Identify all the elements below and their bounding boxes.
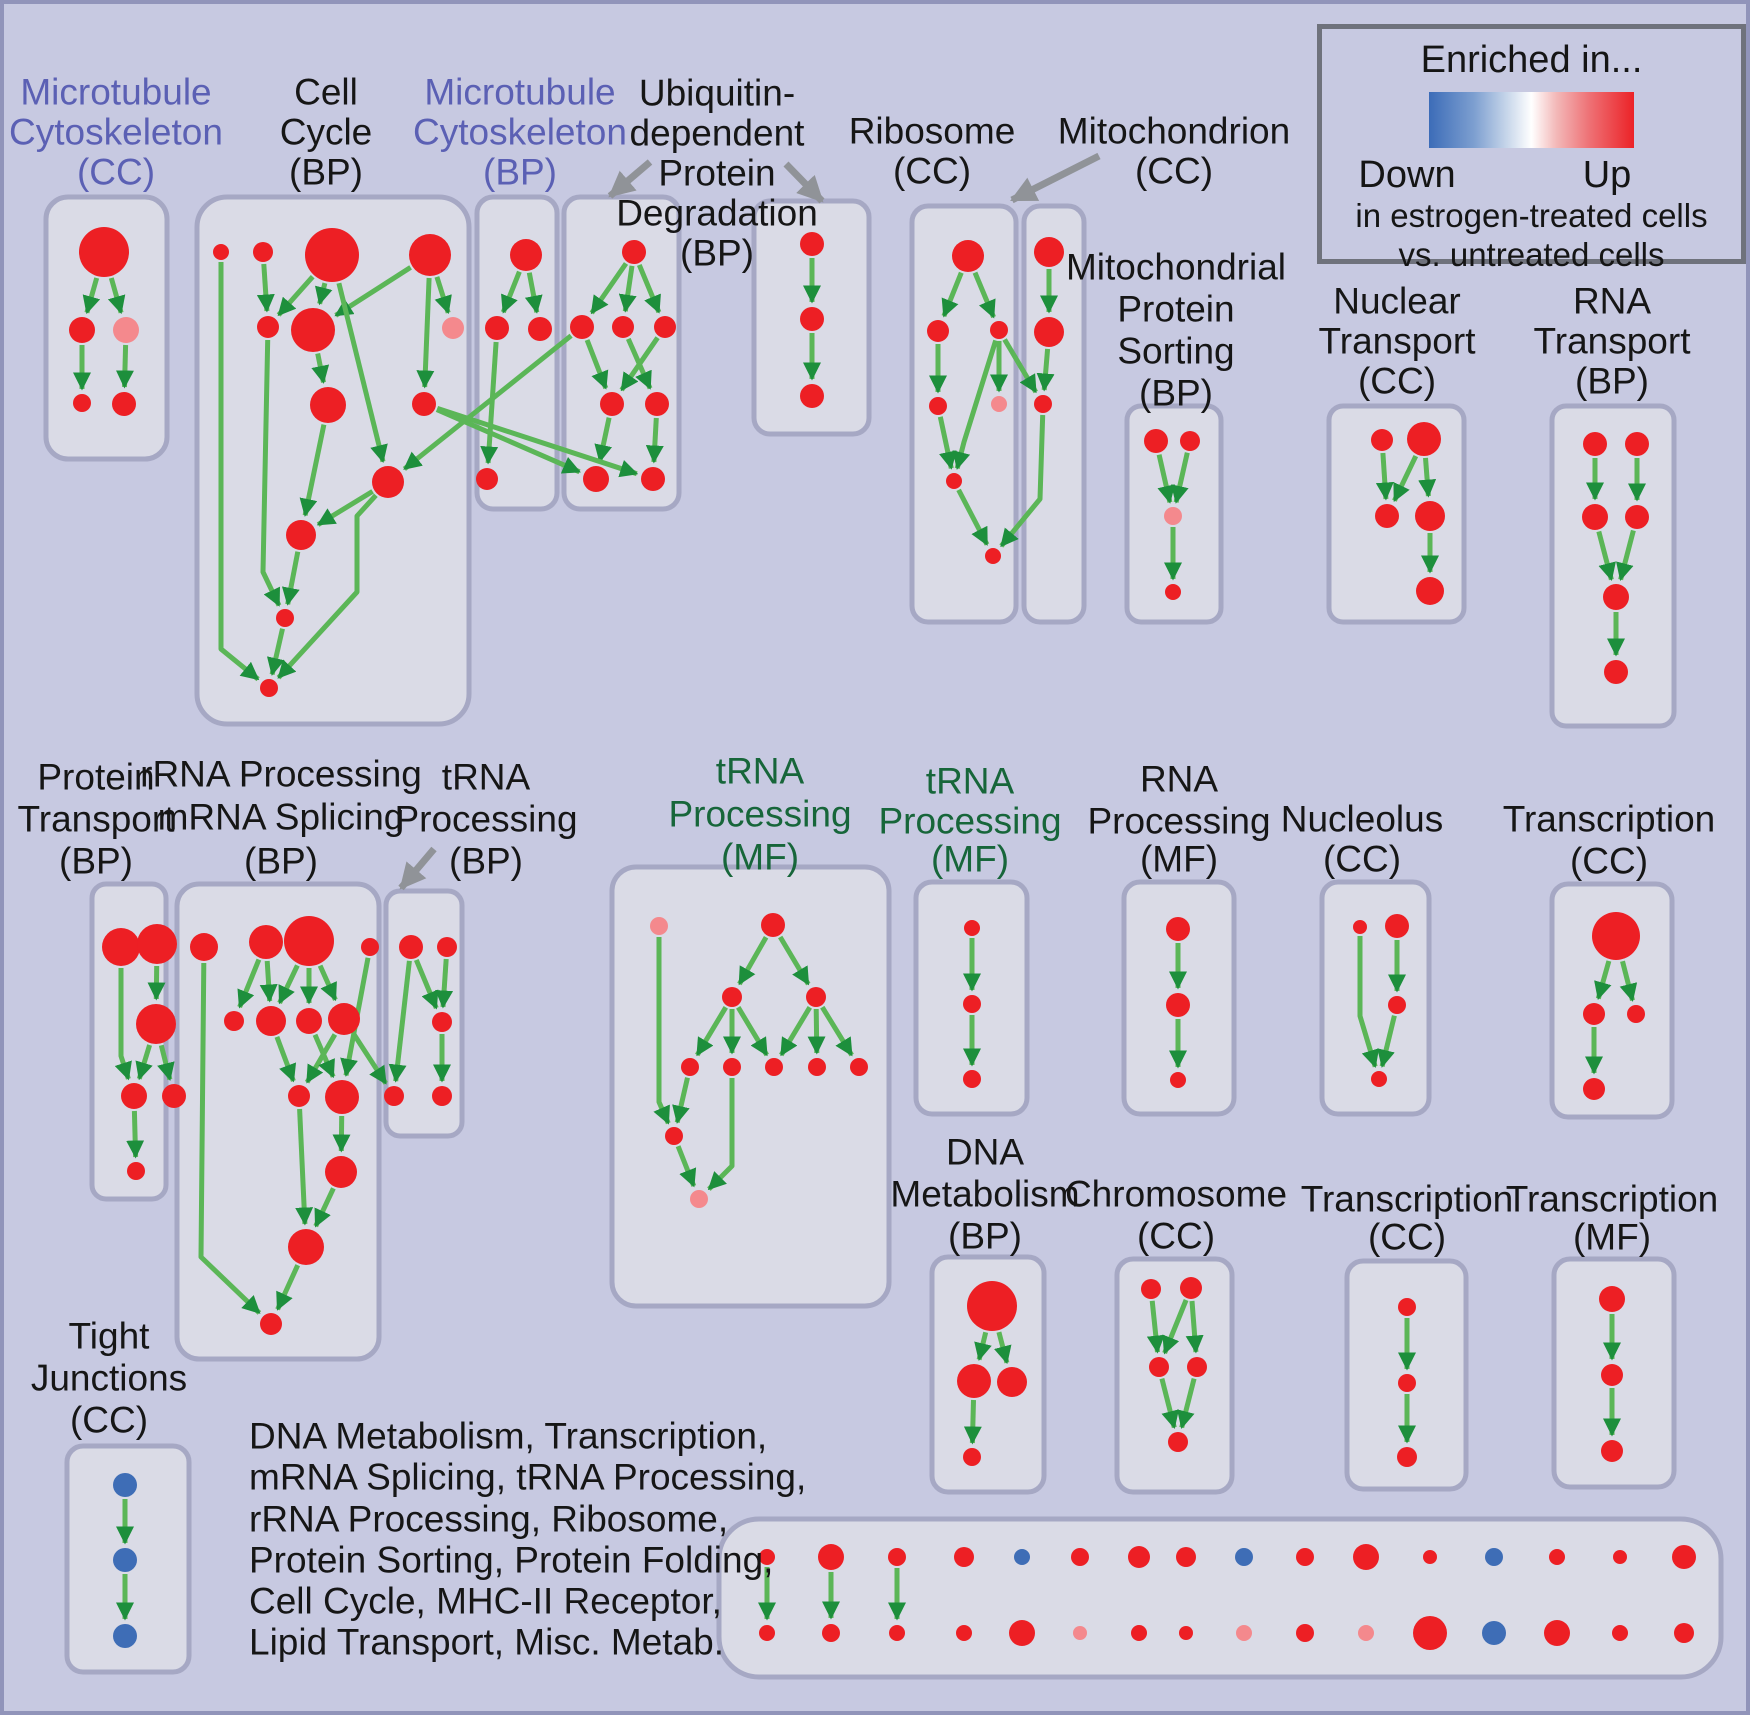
graph-node-chr-ml — [1149, 1357, 1169, 1377]
cluster-label-nt: Transport — [1318, 320, 1476, 362]
cluster-label-nt: Nuclear — [1333, 280, 1461, 322]
graph-node-mt_cc-e — [112, 392, 136, 416]
cluster-label-tmf2: tRNA — [925, 760, 1015, 802]
cluster-label-dnam: DNA — [945, 1131, 1025, 1173]
graph-node-cc-n8 — [310, 387, 346, 423]
graph-node-ub1-e — [600, 392, 624, 416]
cluster-label-rpmf: (MF) — [1139, 838, 1219, 880]
graph-node-cc-n7 — [442, 317, 464, 339]
graph-node-mt_bp-t — [510, 239, 542, 271]
cluster-label-rrna: mRNA Splicing — [157, 796, 405, 838]
strip-node — [889, 1625, 905, 1641]
graph-node-tmf2-a — [964, 920, 980, 936]
graph-node-ub2-b — [800, 307, 824, 331]
cluster-label-tmf2: Processing — [878, 800, 1062, 842]
strip-node — [1672, 1545, 1696, 1569]
strip-node — [1482, 1621, 1506, 1645]
strip-node — [888, 1548, 906, 1566]
legend-box — [1317, 24, 1746, 273]
cluster-label-tmf3: (MF) — [1572, 1216, 1652, 1258]
cluster-label-dnam: (BP) — [948, 1215, 1022, 1257]
graph-node-tmf2-c — [963, 1070, 981, 1088]
strip-node — [1176, 1547, 1196, 1567]
cluster-label-tj: Tight — [68, 1315, 150, 1357]
graph-node-rib-mr — [990, 321, 1008, 339]
graph-node-tmf1-m — [665, 1127, 683, 1145]
misc-groups-text: DNA Metabolism, Transcription, — [249, 1415, 768, 1457]
graph-edge — [443, 959, 446, 1007]
graph-node-rib-ml — [927, 320, 949, 342]
graph-node-nt-mr — [1415, 501, 1445, 531]
strip-node — [1674, 1623, 1694, 1643]
strip-node — [1549, 1549, 1565, 1565]
cluster-label-mps: Mitochondrial — [1065, 246, 1287, 288]
graph-node-rrna-l1 — [288, 1085, 310, 1107]
cluster-label-tmf1: Processing — [668, 793, 852, 835]
graph-node-dnam-ml — [957, 1364, 991, 1398]
graph-node-nt-b — [1416, 577, 1444, 605]
graph-node-tmf1-mr — [806, 987, 826, 1007]
graph-node-dnam-mr — [997, 1367, 1027, 1397]
graph-node-rrna-m1 — [224, 1011, 244, 1031]
misc-groups-text: mRNA Splicing, tRNA Processing, — [249, 1456, 807, 1498]
graph-edge — [267, 961, 270, 1001]
cluster-label-ub_label: dependent — [629, 112, 805, 154]
cluster-label-mps: Protein — [1117, 288, 1235, 330]
cluster-label-dnam: Metabolism — [890, 1173, 1080, 1215]
graph-node-rt-tl — [1583, 432, 1607, 456]
graph-node-mps-a — [1144, 429, 1168, 453]
graph-node-tj-b — [113, 1548, 137, 1572]
graph-node-tmf1-pk1 — [650, 917, 668, 935]
graph-node-rib-pk — [991, 396, 1007, 412]
misc-groups-text: Protein Sorting, Protein Folding, — [249, 1539, 774, 1581]
strip-node — [1131, 1625, 1147, 1641]
graph-node-rrna-m2 — [256, 1006, 286, 1036]
graph-node-tbp-c — [432, 1012, 452, 1032]
graph-node-nuc-b — [1371, 1071, 1387, 1087]
cluster-label-chr: Chromosome — [1064, 1173, 1288, 1215]
strip-node — [1413, 1616, 1447, 1650]
cluster-label-mps: Sorting — [1117, 330, 1235, 372]
misc-groups-text: Lipid Transport, Misc. Metab. — [249, 1621, 725, 1663]
graph-node-rib-m2 — [946, 473, 962, 489]
graph-node-ub1-c — [612, 316, 634, 338]
graph-node-dnam-t — [967, 1281, 1017, 1331]
graph-node-cc-n1 — [213, 244, 229, 260]
legend-subtitle-2: vs. untreated cells — [1398, 236, 1665, 273]
cluster-label-cc: (BP) — [289, 151, 363, 193]
graph-node-tmf1-l1 — [681, 1058, 699, 1076]
graph-node-nuc-big — [1385, 914, 1409, 938]
strip-node — [1485, 1548, 1503, 1566]
cluster-label-tbp: (BP) — [449, 840, 523, 882]
graph-node-tmf3-b — [1601, 1364, 1623, 1386]
graph-node-tbp-d — [384, 1086, 404, 1106]
legend-down-label: Down — [1358, 154, 1456, 196]
graph-node-tj-a — [113, 1473, 137, 1497]
cluster-label-rt: (BP) — [1575, 360, 1649, 402]
strip-node — [1296, 1624, 1314, 1642]
cluster-label-ub_label: Degradation — [616, 192, 818, 234]
graph-edge — [125, 345, 126, 387]
graph-node-tcc1-mr — [1627, 1005, 1645, 1023]
cluster-box-chr — [1117, 1259, 1232, 1492]
cluster-label-chr: (CC) — [1136, 1215, 1216, 1257]
graph-node-rt-m — [1603, 584, 1629, 610]
graph-node-rrna-m4 — [328, 1003, 360, 1035]
graph-node-tbp-e — [432, 1086, 452, 1106]
cluster-label-nt: (CC) — [1357, 360, 1437, 402]
graph-node-rrna-s4 — [361, 938, 379, 956]
graph-node-ub2-a — [800, 232, 824, 256]
graph-node-cc-n3 — [305, 228, 359, 282]
graph-node-ub1-f — [645, 392, 669, 416]
cluster-label-rrna: rRNA Processing — [140, 753, 422, 795]
legend-up-label: Up — [1582, 154, 1632, 196]
cluster-label-tmf3: Transcription — [1505, 1178, 1719, 1220]
graph-edge — [1383, 453, 1386, 499]
graph-node-nt-ml — [1375, 504, 1399, 528]
graph-node-pt-d — [121, 1083, 147, 1109]
graph-edge — [972, 1400, 973, 1443]
strip-node — [1009, 1620, 1035, 1646]
strip-node — [1613, 1550, 1627, 1564]
strip-node — [1353, 1544, 1379, 1570]
graph-node-nuc-mid — [1388, 996, 1406, 1014]
graph-node-tmf3-a — [1599, 1286, 1625, 1312]
cluster-label-mt_bp: (BP) — [483, 151, 557, 193]
graph-node-mt_cc-b — [69, 317, 95, 343]
cluster-label-mt_cc: Microtubule — [20, 71, 212, 113]
cluster-label-mt_cc: (CC) — [76, 151, 156, 193]
graph-node-cc-n9 — [412, 392, 436, 416]
graph-node-pt-f — [127, 1162, 145, 1180]
cluster-label-tcc1: Transcription — [1502, 798, 1716, 840]
graph-node-rrna-s2 — [249, 925, 283, 959]
graph-node-mt_cc-c — [113, 317, 139, 343]
strip-node — [1544, 1620, 1570, 1646]
graph-node-rt-tr — [1625, 432, 1649, 456]
graph-node-mito-m — [1034, 317, 1064, 347]
graph-node-rrna-m3 — [296, 1008, 322, 1034]
cluster-label-rib: Ribosome — [848, 110, 1016, 152]
graph-node-cc-n4 — [409, 234, 451, 276]
graph-node-rrna-b — [260, 1313, 282, 1335]
graph-node-rib-t — [952, 240, 984, 272]
misc-groups-text: rRNA Processing, Ribosome, — [249, 1498, 729, 1540]
graph-node-nt-tl — [1371, 429, 1393, 451]
graph-node-tmf1-pkb — [690, 1190, 708, 1208]
graph-node-tmf1-l4 — [808, 1058, 826, 1076]
graph-node-pt-e — [162, 1084, 186, 1108]
strip-node — [1296, 1548, 1314, 1566]
misc-groups-text: Cell Cycle, MHC-II Receptor, — [249, 1580, 722, 1622]
strip-node — [759, 1625, 775, 1641]
graph-node-rpmf-a — [1166, 917, 1190, 941]
strip-node — [1612, 1625, 1628, 1641]
cluster-label-rt: RNA — [1572, 280, 1652, 322]
cluster-label-rrna: (BP) — [244, 840, 318, 882]
cluster-label-cc: Cycle — [279, 111, 373, 153]
strip-node — [1358, 1625, 1374, 1641]
ubiquitin-left-arrow — [610, 162, 650, 196]
cluster-label-tj: (CC) — [69, 1399, 149, 1441]
cluster-label-pt: Protein — [37, 756, 155, 798]
cluster-label-tmf1: tRNA — [715, 750, 805, 792]
legend-subtitle-1: in estrogen-treated cells — [1355, 197, 1708, 234]
strip-node — [1128, 1546, 1150, 1568]
cluster-label-mito: (CC) — [1134, 150, 1214, 192]
graph-node-tj-c — [113, 1624, 137, 1648]
cluster-label-mt_bp: Microtubule — [424, 71, 616, 113]
graph-node-mito-t — [1034, 237, 1064, 267]
strip-node — [956, 1625, 972, 1641]
graph-node-chr-tl — [1141, 1279, 1161, 1299]
strip-node — [1235, 1548, 1253, 1566]
graph-edge — [1044, 349, 1047, 390]
cluster-label-mito: Mitochondrion — [1057, 110, 1291, 152]
graph-node-tmf1-l5 — [850, 1058, 868, 1076]
graph-node-rpmf-c — [1170, 1072, 1186, 1088]
graph-node-cc-n11 — [286, 520, 316, 550]
mitochondrion-arrow — [1012, 156, 1099, 200]
cluster-label-ub_label: Protein — [658, 152, 776, 194]
cluster-label-rpmf: RNA — [1139, 758, 1219, 800]
strip-node — [954, 1547, 974, 1567]
graph-node-ub1-a — [622, 240, 646, 264]
graph-node-nuc-sl — [1353, 920, 1367, 934]
cluster-label-tbp: tRNA — [441, 756, 531, 798]
graph-node-rrna-l2 — [325, 1080, 359, 1114]
graph-node-dnam-b — [963, 1448, 981, 1466]
cluster-label-ub_label: Ubiquitin- — [638, 72, 796, 114]
graph-node-mps-c — [1165, 584, 1181, 600]
graph-node-mps-b — [1180, 431, 1200, 451]
cluster-label-tcc1: (CC) — [1569, 840, 1649, 882]
graph-node-tmf1-t — [761, 913, 785, 937]
cluster-label-rt: Transport — [1533, 320, 1691, 362]
graph-node-mps-pk — [1164, 507, 1182, 525]
graph-node-tmf1-l2 — [723, 1058, 741, 1076]
cluster-label-tcc2: (CC) — [1367, 1216, 1447, 1258]
graph-node-rt-b — [1604, 660, 1628, 684]
graph-node-pt-a — [102, 928, 140, 966]
graph-node-rib-ll — [929, 397, 947, 415]
cluster-label-tbp: Processing — [394, 798, 578, 840]
graph-node-mt_bp-mr — [528, 317, 552, 341]
graph-node-cc-n2 — [253, 242, 273, 262]
legend-gradient-bar — [1429, 92, 1634, 148]
graph-edge — [134, 1111, 135, 1157]
graph-node-tmf1-ml — [722, 987, 742, 1007]
graph-node-tcc1-ml — [1583, 1003, 1605, 1025]
graph-edge — [654, 418, 656, 462]
graph-node-ub2-c — [800, 384, 824, 408]
graph-node-tbp-a — [399, 935, 423, 959]
graph-node-mito-low — [1034, 395, 1052, 413]
graph-node-tcc2-a — [1398, 1298, 1416, 1316]
graph-node-ub1-g — [583, 466, 609, 492]
graph-node-ub1-b — [570, 315, 594, 339]
graph-node-chr-mr — [1187, 1357, 1207, 1377]
graph-node-mt_bp-ml — [485, 316, 509, 340]
cluster-label-mps: (BP) — [1139, 372, 1213, 414]
cluster-label-tmf1: (MF) — [720, 836, 800, 878]
graph-node-tmf2-b — [963, 995, 981, 1013]
cluster-label-cc: Cell — [294, 71, 358, 113]
cluster-label-tj: Junctions — [30, 1357, 188, 1399]
cluster-label-tmf2: (MF) — [930, 838, 1010, 880]
cluster-label-ub_label: (BP) — [680, 232, 754, 274]
graph-node-rrna-p — [288, 1229, 324, 1265]
graph-node-chr-tr — [1180, 1277, 1202, 1299]
graph-edge — [264, 264, 267, 311]
cluster-label-pt: Transport — [17, 798, 175, 840]
strip-node — [1236, 1625, 1252, 1641]
graph-node-tcc1-t — [1592, 912, 1640, 960]
graph-node-tmf1-l3 — [765, 1058, 783, 1076]
cluster-label-rib: (CC) — [892, 150, 972, 192]
graph-edge — [816, 1009, 817, 1053]
graph-node-cc-n10 — [372, 466, 404, 498]
graph-node-mt_bp-b — [476, 468, 498, 490]
graph-node-nt-tr — [1407, 422, 1441, 456]
strip-node — [1423, 1550, 1437, 1564]
cluster-label-rpmf: Processing — [1087, 800, 1271, 842]
graph-node-pt-b — [137, 924, 177, 964]
strip-node — [1014, 1549, 1030, 1565]
graph-node-cc-n13 — [260, 679, 278, 697]
cluster-label-mt_bp: Cytoskeleton — [413, 111, 627, 153]
legend-title: Enriched in... — [1420, 39, 1643, 81]
graph-node-cc-n12 — [276, 609, 294, 627]
cluster-label-nuc: Nucleolus — [1280, 798, 1444, 840]
strip-node — [1071, 1548, 1089, 1566]
cluster-label-pt: (BP) — [59, 840, 133, 882]
strip-node — [818, 1544, 844, 1570]
graph-node-rib-b — [985, 548, 1001, 564]
graph-node-cc-n5 — [257, 316, 279, 338]
graph-node-mt_cc-d — [73, 394, 91, 412]
graph-node-cc-n6 — [291, 308, 335, 352]
trna-bp-arrow — [401, 849, 434, 888]
graph-node-rrna-s1 — [190, 933, 218, 961]
graph-node-pt-c — [136, 1004, 176, 1044]
cluster-label-nuc: (CC) — [1322, 838, 1402, 880]
graph-node-tcc2-c — [1397, 1447, 1417, 1467]
graph-node-rrna-s3 — [284, 916, 334, 966]
cluster-label-tcc2: Transcription — [1300, 1178, 1514, 1220]
graph-node-rrna-q — [325, 1156, 357, 1188]
graph-node-tmf3-c — [1601, 1440, 1623, 1462]
graph-node-ub1-d — [654, 316, 676, 338]
graph-node-tbp-b — [437, 937, 457, 957]
graph-node-tcc2-b — [1398, 1374, 1416, 1392]
strip-node — [822, 1624, 840, 1642]
graph-node-rt-mr — [1625, 505, 1649, 529]
graph-node-tcc1-b — [1583, 1078, 1605, 1100]
graph-node-rpmf-b — [1166, 993, 1190, 1017]
strip-node — [1179, 1626, 1193, 1640]
graph-node-mt_cc-a — [79, 227, 129, 277]
cluster-box-ub1 — [564, 197, 679, 509]
bottom-strip-box — [719, 1519, 1721, 1677]
cluster-label-mt_cc: Cytoskeleton — [9, 111, 223, 153]
graph-node-rt-ml — [1582, 504, 1608, 530]
graph-node-chr-b — [1168, 1432, 1188, 1452]
strip-node — [1073, 1626, 1087, 1640]
graph-node-ub1-h — [641, 467, 665, 491]
graph-edge — [1426, 458, 1429, 496]
